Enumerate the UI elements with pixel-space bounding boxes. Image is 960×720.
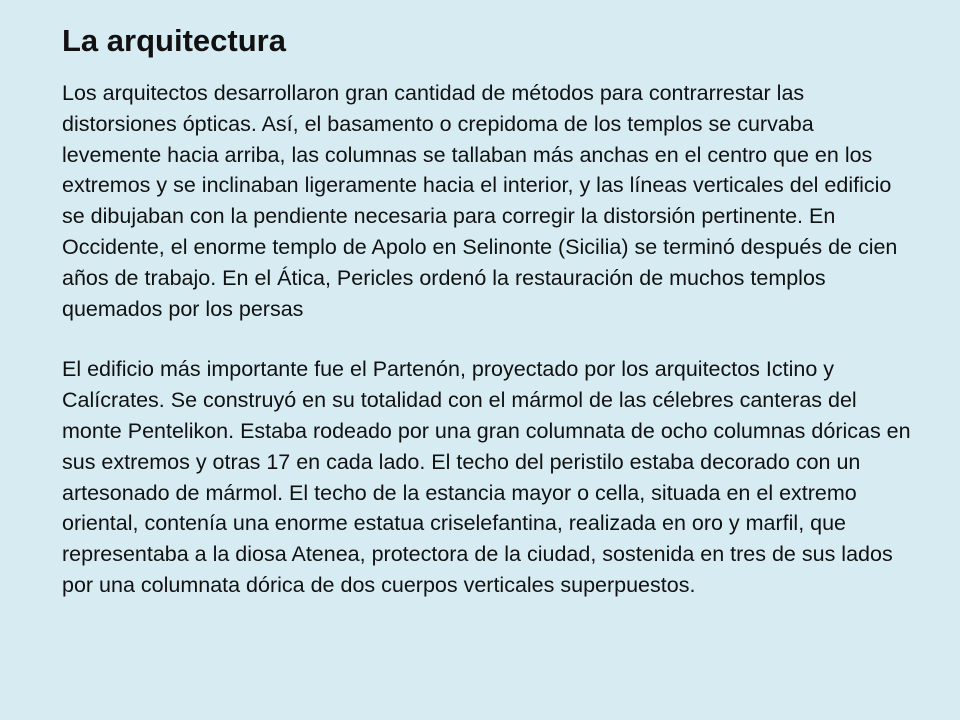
slide-body xyxy=(62,78,912,601)
body-paragraph-1: Los arquitectos desarrollaron gran cantidad de métodos para contrarrestar las distorsiones ópticas. Así, el basamento o crepidoma de los templos se curvaba levemente hacia arriba, las columnas se tallaban más anchas en el centro que en los extremos y se inclinaban ligeramente hacia el interior, y las líneas verticales del edificio se dibujaban con la pendiente necesaria para corregir la distorsión pertinente. En Occidente, el enorme templo de Apolo en Selinonte (Sicilia) se terminó después de cien años de trabajo. En el Ática, Pericles ordenó la restauración de muchos templos quemados por los persas xyxy=(62,81,898,321)
body-paragraph-2: El edificio más importante fue el Partenón, proyectado por los arquitectos Ictino y Calícrates. Se construyó en su totalidad con el mármol de las célebres canteras del monte Pentelikon. Estaba rodeado por una gran columnata de ocho columnas dóricas en sus extremos y otras 17 en cada lado. El techo del peristilo estaba decorado con un artesonado de mármol. El techo de la estancia mayor o cella, situada en el extremo oriental, contenía una enorme estatua criselefantina, realizada en oro y marfil, que representaba a la diosa Atenea, protectora de la ciudad, sostenida en tres de sus lados por una columnata dórica de dos cuerpos verticales superpuestos. xyxy=(62,357,911,597)
slide-title: La arquitectura xyxy=(62,23,286,58)
